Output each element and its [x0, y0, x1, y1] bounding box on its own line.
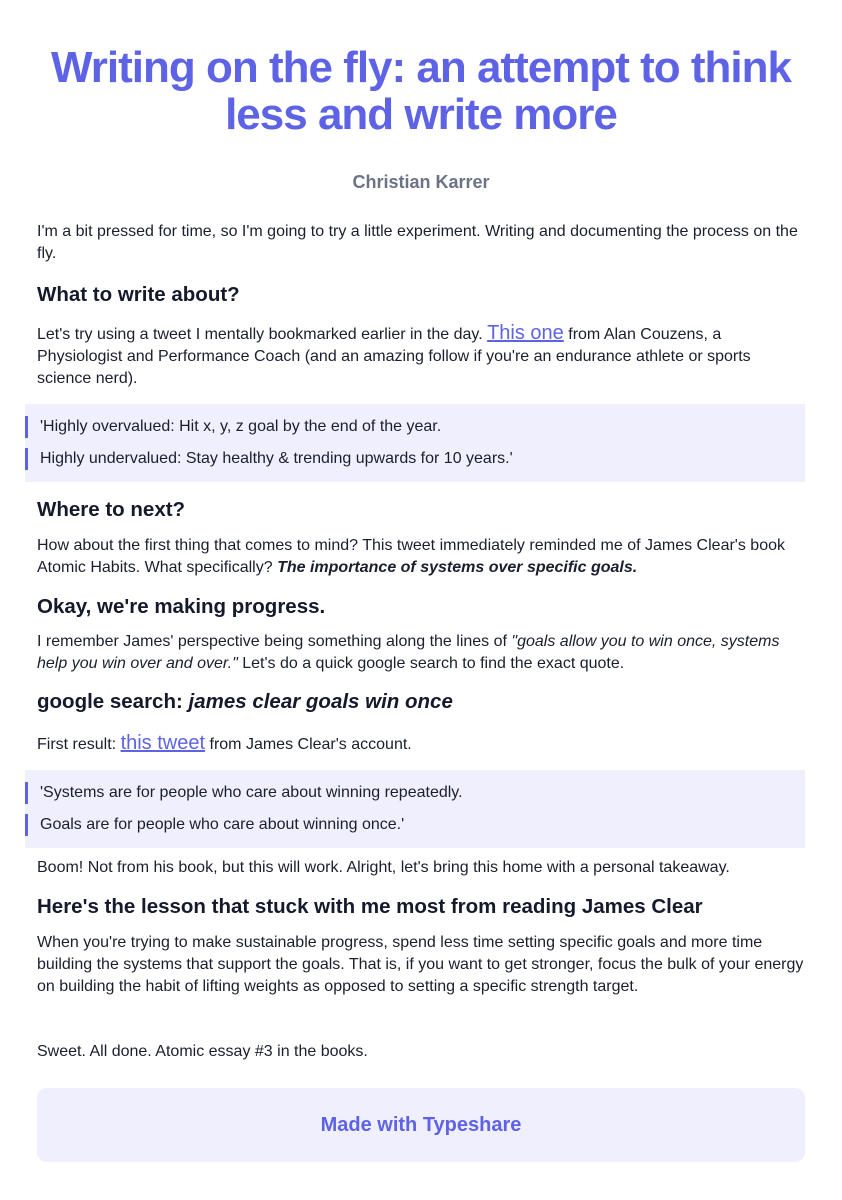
section2-emphasis: The importance of systems over specific goals.: [277, 559, 638, 576]
section-heading-progress: Okay, we're making progress.: [37, 595, 326, 618]
section-heading-where-next: Where to next?: [37, 498, 186, 521]
section3-quote: "goals allow you to win once, systems help you win over and over.": [37, 633, 780, 672]
made-with-typeshare-banner[interactable]: Made with Typeshare: [37, 1088, 805, 1162]
section2-text: How about the first thing that comes to mind? This tweet immediately reminded me of James Clear's book Atomic Habits. What specifically?: [37, 537, 785, 576]
section-heading-google-search: [37, 689, 805, 715]
section1-paragraph: [37, 322, 805, 390]
intro-paragraph: I'm a bit pressed for time, so I'm going to try a little experiment. Writing and documenting the process on the fly.: [37, 223, 798, 262]
after-quote-paragraph: Boom! Not from his book, but this will work. Alright, let's bring this home with a personal takeaway.: [37, 859, 730, 876]
google-search-prefix: google search:: [37, 690, 189, 713]
author-name: Christian Karrer: [352, 172, 490, 192]
quote-line: 'Systems are for people who care about winning repeatedly.: [25, 782, 805, 804]
section4-text-before: First result:: [37, 736, 121, 753]
section3-text-after: Let's do a quick google search to find the exact quote.: [237, 655, 625, 672]
quote-line: Goals are for people who care about winning once.': [25, 814, 805, 836]
section3-text-before: I remember James' perspective being something along the lines of: [37, 633, 512, 650]
quote-line: Highly undervalued: Stay healthy & trending upwards for 10 years.': [25, 448, 805, 470]
section-heading-lesson: Here's the lesson that stuck with me most from reading James Clear: [37, 895, 703, 918]
section4-text-after: from James Clear's account.: [205, 736, 412, 753]
section-heading-what-to-write: What to write about?: [37, 283, 240, 306]
blockquote-james-clear: [25, 770, 805, 848]
section1-text-before: Let's try using a tweet I mentally bookmarked earlier in the day.: [37, 326, 488, 343]
page-title: Writing on the fly: an attempt to think less and write more: [51, 43, 791, 139]
section4-paragraph: [37, 732, 805, 756]
google-search-query: james clear goals win once: [188, 690, 453, 713]
section1-text-after: from Alan Couzens, a Physiologist and Performance Coach (and an amazing follow if you're an endurance athlete or sports science nerd).: [37, 326, 751, 387]
section2-paragraph: [37, 535, 805, 579]
quote-line: 'Highly overvalued: Hit x, y, z goal by the end of the year.: [25, 416, 805, 438]
closing-paragraph: Sweet. All done. Atomic essay #3 in the books.: [37, 1043, 368, 1060]
blockquote-alan-couzens: [25, 404, 805, 482]
section3-paragraph: [37, 631, 805, 675]
this-one-link[interactable]: This one: [487, 322, 564, 344]
lesson-paragraph: When you're trying to make sustainable progress, spend less time setting specific goals and more time building the systems that support the goals. That is, if you want to get stronger, focus the bulk of your energy on building the habit of lifting weights as opposed to setting a specific strength target.: [37, 934, 804, 995]
this-tweet-link[interactable]: this tweet: [120, 732, 206, 754]
